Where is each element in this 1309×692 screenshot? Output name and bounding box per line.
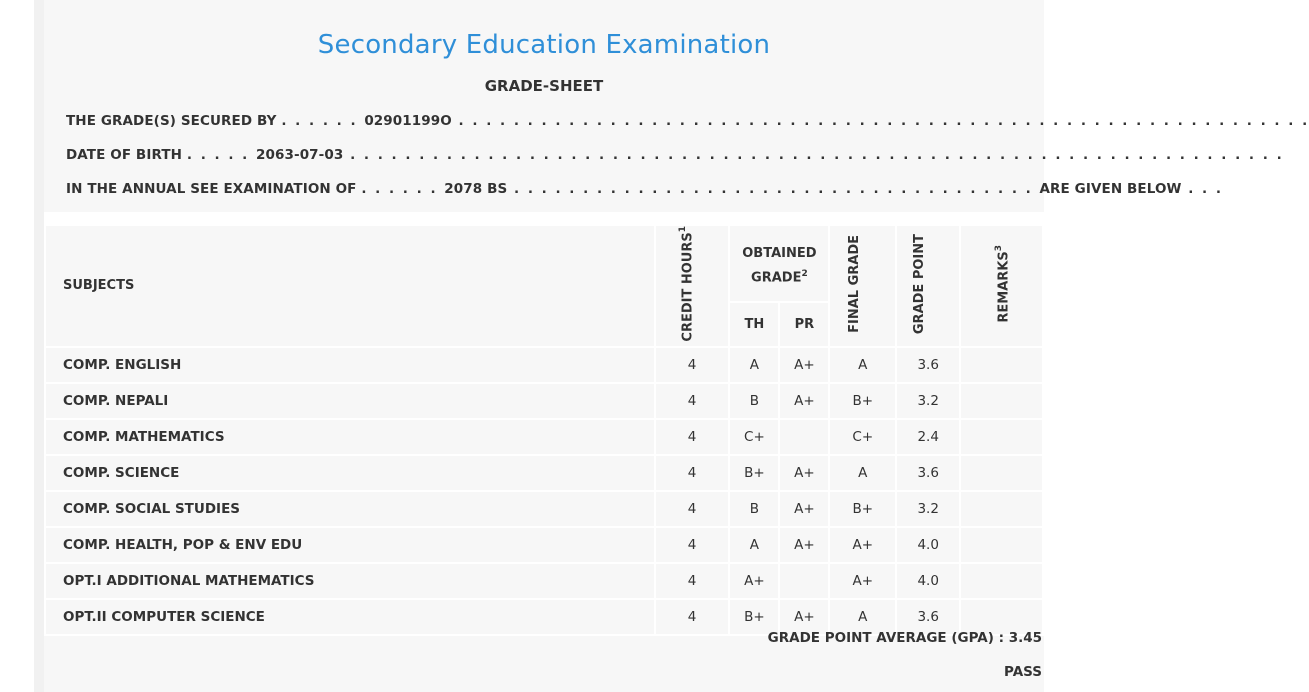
subject-cell: OPT.II COMPUTER SCIENCE	[45, 599, 655, 635]
th-grade-cell: B+	[729, 455, 779, 491]
th-grade-cell: B	[729, 491, 779, 527]
exam-value: 2078 BS	[444, 181, 508, 197]
table-row	[45, 527, 1043, 563]
header-subjects: SUBJECTS	[45, 225, 655, 347]
th-grade-cell: A+	[729, 563, 779, 599]
grade-sheet	[34, 0, 1309, 692]
pr-grade-cell	[779, 563, 829, 599]
secured-by-line: THE GRADE(S) SECURED BY . . . . . . 02901199O . . . . . . . . . . . . . . . . . . . . . . . . . . . . . . . . . . . . . . . . . . . . . . . . . . . . . . . . . . . . . .	[66, 113, 1309, 129]
remarks-cell	[960, 563, 1043, 599]
dob-label: DATE OF BIRTH	[66, 147, 183, 163]
final-grade-cell: A	[829, 347, 896, 383]
result-status: PASS	[1004, 664, 1042, 680]
header-final-grade: FINAL GRADE	[829, 225, 896, 347]
subject-cell: COMP. HEALTH, POP & ENV EDU	[45, 527, 655, 563]
page-title: Secondary Education Examination	[317, 30, 771, 60]
divider-band	[44, 212, 1044, 224]
header-obtained-grade: OBTAINED GRADE$^2$	[729, 225, 829, 302]
remarks-cell	[960, 419, 1043, 455]
header-credit-hours: CREDIT HOURS$^1$	[655, 225, 730, 347]
pr-grade-cell: A+	[779, 599, 829, 635]
th-grade-cell: B+	[729, 599, 779, 635]
table-row	[45, 455, 1043, 491]
page-subtitle: GRADE-SHEET	[484, 77, 604, 95]
remarks-cell	[960, 455, 1043, 491]
dob-value: 2063-07-03	[256, 147, 344, 163]
dob-line: DATE OF BIRTH . . . . . 2063-07-03 . . . . . . . . . . . . . . . . . . . . . . . . . . . . . . . . . . . . . . . . . . . . . . . . . . . . . . . . . . . . . . . . . . . .	[66, 147, 1284, 163]
remarks-cell	[960, 383, 1043, 419]
table-row	[45, 383, 1043, 419]
table-row	[45, 347, 1043, 383]
credit-cell: 4	[655, 347, 730, 383]
subject-cell: OPT.I ADDITIONAL MATHEMATICS	[45, 563, 655, 599]
pr-grade-cell: A+	[779, 347, 829, 383]
credit-cell: 4	[655, 527, 730, 563]
subject-cell: COMP. SOCIAL STUDIES	[45, 491, 655, 527]
exam-suffix: ARE GIVEN BELOW	[1039, 181, 1182, 197]
summary-area	[44, 606, 1044, 692]
grade-point-cell: 2.4	[896, 419, 960, 455]
header-remarks: REMARKS$^3$	[960, 225, 1043, 347]
pr-grade-cell: A+	[779, 527, 829, 563]
pr-grade-cell: A+	[779, 491, 829, 527]
credit-cell: 4	[655, 383, 730, 419]
table-row	[45, 563, 1043, 599]
final-grade-cell: A	[829, 455, 896, 491]
grade-point-cell: 4.0	[896, 527, 960, 563]
subject-cell: COMP. MATHEMATICS	[45, 419, 655, 455]
final-grade-cell: A+	[829, 563, 896, 599]
header-pr: PR	[779, 302, 829, 347]
grade-point-cell: 3.6	[896, 455, 960, 491]
final-grade-cell: C+	[829, 419, 896, 455]
subject-cell: COMP. ENGLISH	[45, 347, 655, 383]
grades-table	[44, 224, 1044, 636]
secured-by-label: THE GRADE(S) SECURED BY	[66, 113, 277, 129]
th-grade-cell: B	[729, 383, 779, 419]
grade-point-cell: 3.6	[896, 599, 960, 635]
header-th: TH	[729, 302, 779, 347]
credit-cell: 4	[655, 455, 730, 491]
credit-cell: 4	[655, 491, 730, 527]
subject-cell: COMP. NEPALI	[45, 383, 655, 419]
credit-cell: 4	[655, 419, 730, 455]
credit-cell: 4	[655, 599, 730, 635]
remarks-cell	[960, 491, 1043, 527]
grade-point-cell: 4.0	[896, 563, 960, 599]
exam-line: IN THE ANNUAL SEE EXAMINATION OF . . . . . . 2078 BS . . . . . . . . . . . . . . . . . . . . . . . . . . . . . . . . . . . . . . ARE GIVEN BELOW . . .	[66, 181, 1224, 197]
grade-point-cell: 3.2	[896, 491, 960, 527]
secured-by-value: 02901199O	[364, 113, 452, 129]
pr-grade-cell	[779, 419, 829, 455]
final-grade-cell: B+	[829, 383, 896, 419]
gpa-line	[768, 630, 1042, 646]
pr-grade-cell: A+	[779, 383, 829, 419]
gpa-label: GRADE POINT AVERAGE (GPA) :	[767, 630, 1004, 646]
remarks-cell	[960, 527, 1043, 563]
th-grade-cell: C+	[729, 419, 779, 455]
subject-cell: COMP. SCIENCE	[45, 455, 655, 491]
table-row	[45, 419, 1043, 455]
credit-cell: 4	[655, 563, 730, 599]
th-grade-cell: A	[729, 527, 779, 563]
gpa-value: 3.45	[1008, 630, 1042, 646]
th-grade-cell: A	[729, 347, 779, 383]
header-grade-point: GRADE POINT	[896, 225, 960, 347]
exam-label: IN THE ANNUAL SEE EXAMINATION OF	[66, 181, 357, 197]
final-grade-cell: A	[829, 599, 896, 635]
final-grade-cell: A+	[829, 527, 896, 563]
remarks-cell	[960, 347, 1043, 383]
final-grade-cell: B+	[829, 491, 896, 527]
grade-point-cell: 3.6	[896, 347, 960, 383]
pr-grade-cell: A+	[779, 455, 829, 491]
grade-point-cell: 3.2	[896, 383, 960, 419]
table-row	[45, 491, 1043, 527]
